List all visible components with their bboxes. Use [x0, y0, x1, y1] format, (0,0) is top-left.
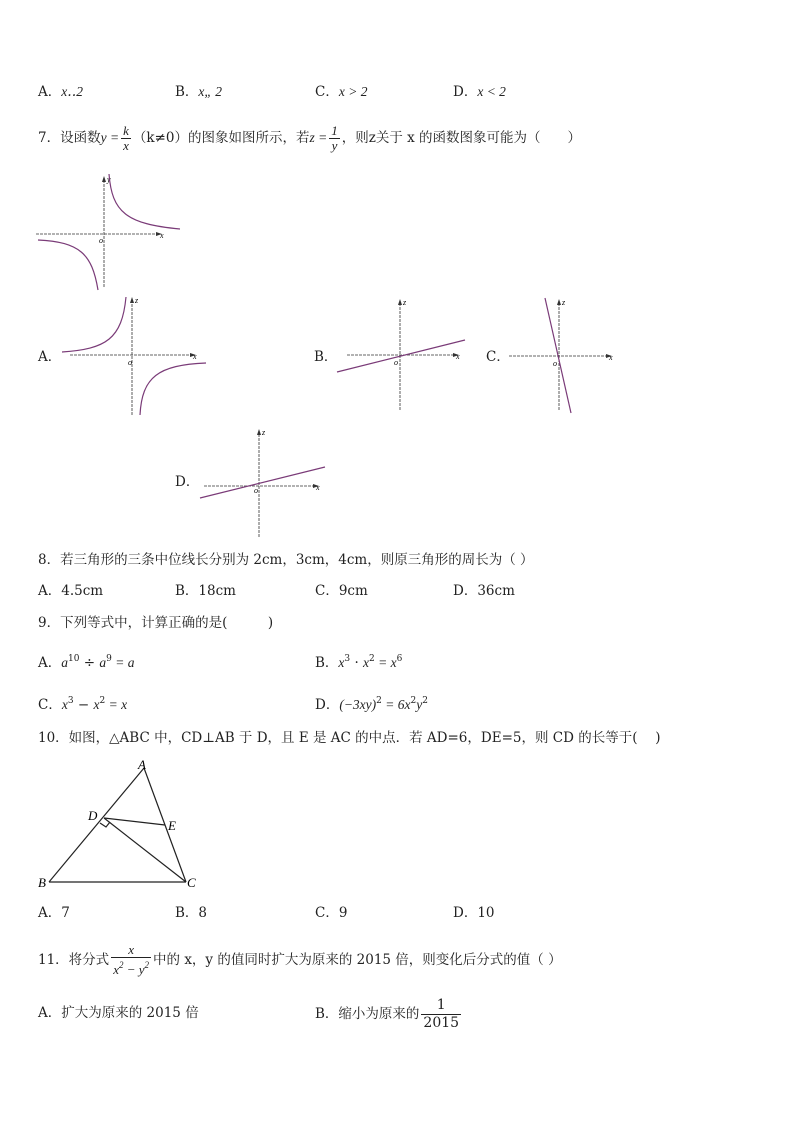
q9-option-d[interactable] [315, 692, 428, 714]
q10-option-a[interactable]: A．7 [38, 905, 70, 921]
q9-a-rest: = a [111, 655, 135, 670]
q7-z-num: 1 [331, 122, 338, 138]
q7-y-eq: y = [100, 130, 120, 145]
q7-a-origin: o [128, 358, 132, 367]
q9-a-op: ÷ [79, 655, 100, 671]
q10-option-b[interactable]: B．8 [175, 905, 208, 921]
q6-option-b[interactable] [175, 83, 222, 101]
q6-option-a[interactable] [38, 83, 83, 101]
q9-b-base2: x [363, 655, 370, 670]
q9-b-letter: B． [315, 655, 339, 671]
q9-c-exp2: 2 [99, 696, 106, 706]
q6-option-d[interactable] [453, 83, 506, 101]
q7-number: 7．设函数 [38, 130, 101, 146]
q9-c-base1: x [61, 697, 68, 712]
q9-d-y: y [416, 697, 423, 712]
q10-label-d: D [88, 808, 98, 823]
q9-a-letter: A． [38, 655, 62, 671]
q7-option-b-graph[interactable] [335, 295, 475, 415]
q8-option-d[interactable]: D．36cm [453, 583, 515, 599]
q11-b-num: 1 [436, 996, 446, 1013]
q10-side-ab [49, 768, 144, 882]
q7-c-z-label: z [562, 298, 566, 307]
q9-option-a[interactable] [38, 650, 134, 672]
q7-z-fraction [329, 124, 340, 153]
q9-a-exp2: 9 [106, 654, 112, 664]
q9-option-b[interactable] [315, 650, 402, 672]
q6-option-d-letter: D． [453, 84, 478, 100]
q7-a-curve-right [140, 363, 206, 415]
q11-frac-den [111, 957, 151, 977]
q7-stem [38, 118, 581, 158]
q9-d-exp2: 2 [410, 696, 417, 706]
q7-a-z-label: z [135, 296, 139, 305]
q7-b-origin: o [394, 358, 398, 367]
q7-option-d-letter[interactable]: D． [175, 474, 200, 490]
q11-fraction [111, 943, 151, 977]
q9-c-op: − [73, 697, 94, 713]
q6-option-b-letter: B． [175, 84, 199, 100]
q9-d-lhs: (−3xy) [339, 697, 377, 712]
q7-b-x-label: x [456, 352, 460, 361]
q7-option-c-letter[interactable]: C． [486, 349, 510, 365]
q11-frac-num: x [128, 942, 134, 957]
q7-option-b-letter[interactable]: B． [314, 349, 338, 365]
q7-option-c-graph[interactable] [505, 295, 625, 415]
q7-given-curve-q1 [109, 174, 180, 229]
q7-d-x-label: x [316, 483, 320, 492]
q7-a-curve-left [62, 297, 126, 352]
q9-c-base2: x [93, 697, 100, 712]
q7-given-x-label: x [160, 231, 164, 240]
q7-c-line [545, 298, 571, 413]
q7-frac-den: x [123, 137, 129, 153]
q10-option-c[interactable]: C．9 [315, 905, 348, 921]
q7-given-curve-q3 [38, 240, 98, 290]
q10-right-angle-mark [100, 822, 110, 827]
q7-d-z-label: z [262, 428, 266, 437]
q7-option-a-letter[interactable]: A． [38, 349, 62, 365]
q7-b-line [337, 340, 465, 372]
q11-option-a[interactable]: A．扩大为原来的 2015 倍 [38, 1005, 199, 1021]
q7-given-y-label: y [107, 175, 111, 184]
q11-tail: 中的 x，y 的值同时扩大为原来的 2015 倍，则变化后分式的值（ ） [153, 952, 562, 968]
q11-den-y: y [138, 962, 145, 977]
q8-option-b[interactable]: B．18cm [175, 583, 236, 599]
q11-den-minus: − [123, 962, 139, 977]
q7-given-origin: o [99, 236, 103, 245]
q10-segment-de [104, 818, 165, 825]
q10-label-c: C [187, 875, 196, 890]
q9-d-eq: = 6x [381, 697, 411, 712]
q11-b-lead: B．缩小为原来的 [315, 1006, 420, 1022]
q8-stem: 8．若三角形的三条中位线长分别为 2cm，3cm，4cm，则原三角形的周长为（ ） [38, 552, 534, 568]
q7-d-line [200, 467, 325, 498]
q11-den-x-exp: 2 [118, 960, 124, 970]
q11-option-b[interactable] [315, 994, 463, 1034]
q6-option-a-expr: x‥2 [61, 84, 83, 99]
q9-b-exp3: 6 [396, 654, 403, 664]
q7-z-den: y [329, 138, 340, 153]
q6-option-c-expr: x > 2 [338, 84, 368, 99]
q7-given-graph [36, 172, 186, 292]
q9-c-rest: = x [105, 697, 128, 712]
q11-lead: 11．将分式 [38, 952, 110, 968]
q9-b-base1: x [338, 655, 345, 670]
q7-fraction [121, 124, 131, 153]
q9-d-letter: D． [315, 697, 340, 713]
q11-b-fraction [421, 997, 461, 1032]
q9-b-exp2: 2 [369, 654, 375, 664]
q11-den-x: x [113, 962, 119, 977]
q7-c-x-label: x [609, 353, 613, 362]
q8-option-a[interactable]: A．4.5cm [38, 583, 104, 599]
q7-option-a-graph[interactable] [60, 295, 210, 420]
q6-option-b-expr: x„ 2 [198, 84, 223, 99]
q7-tail: ，则z关于 x 的函数图象可能为（ ） [341, 130, 582, 146]
q10-stem: 10．如图，△ABC 中，CD⊥AB 于 D，且 E 是 AC 的中点．若 AD=6，DE=5，则 CD 的长等于( ) [38, 730, 661, 746]
q7-z-eq: z = [309, 130, 328, 145]
q10-option-d[interactable]: D．10 [453, 905, 495, 921]
q9-b-exp1: 3 [344, 654, 351, 664]
q7-frac-num: k [123, 122, 129, 138]
q11-den-y-exp: 2 [144, 960, 150, 970]
q7-a-x-label: x [193, 352, 197, 361]
q7-c-origin: o [553, 359, 557, 368]
q11-b-den: 2015 [423, 1014, 460, 1031]
q10-label-a: A [138, 757, 146, 772]
q10-triangle-figure [34, 756, 214, 891]
q7-condition: （k≠0）的图象如图所示，若 [132, 130, 310, 146]
q7-option-d-graph[interactable] [198, 425, 333, 540]
q9-c-exp1: 3 [67, 696, 74, 706]
q10-label-b: B [38, 875, 46, 890]
q9-b-op: · [350, 655, 364, 671]
q11-stem [38, 940, 562, 980]
q9-option-c[interactable] [38, 692, 127, 714]
q7-b-z-label: z [403, 298, 407, 307]
q9-stem: 9．下列等式中，计算正确的是( ) [38, 615, 274, 631]
q7-d-origin: o [254, 486, 258, 495]
q9-d-exp3: 2 [422, 696, 428, 706]
q9-d-exp1: 2 [376, 696, 382, 706]
q9-a-base1: a [61, 655, 68, 670]
q9-a-exp1: 10 [68, 654, 80, 664]
q9-b-eq: = x [374, 655, 397, 670]
q6-option-a-letter: A． [38, 84, 62, 100]
q8-option-c[interactable]: C．9cm [315, 583, 368, 599]
q10-label-e: E [168, 818, 176, 833]
q6-option-c[interactable] [315, 83, 367, 101]
q9-c-letter: C． [38, 697, 62, 713]
q6-option-c-letter: C． [315, 84, 339, 100]
q9-a-base2: a [99, 655, 107, 670]
q6-option-d-expr: x < 2 [477, 84, 506, 99]
